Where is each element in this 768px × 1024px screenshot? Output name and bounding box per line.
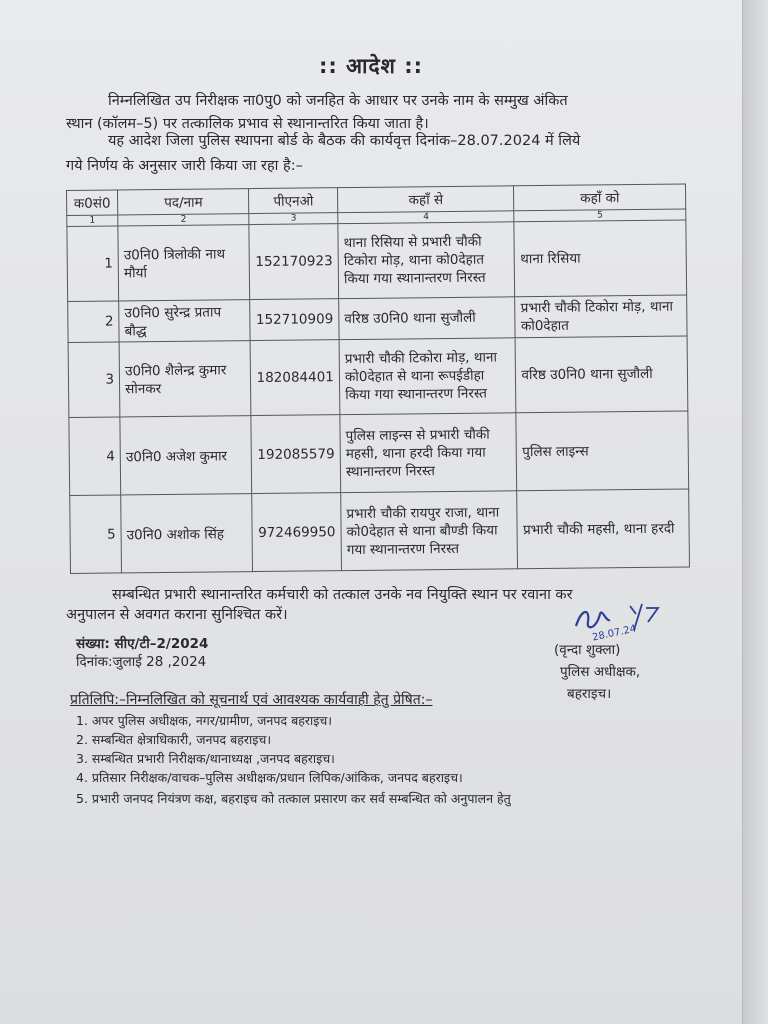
cell-to: प्रभारी चौकी टिकोरा मोड़, थाना को0देहात — [515, 295, 687, 338]
cell-from: प्रभारी चौकी टिकोरा मोड़, थाना को0देहात से थाना रूपईडीहा किया गया स्थानान्तरण निरस्त — [339, 338, 516, 415]
cell-from: थाना रिसिया से प्रभारी चौकी टिकोरा मोड़, थाना को0देहात किया गया स्थानान्तरण निरस्त — [338, 222, 515, 299]
cell-to: प्रभारी चौकी महसी, थाना हरदी — [517, 489, 689, 569]
col-number: 5 — [514, 209, 686, 222]
header-sn: क0सं0 — [67, 190, 118, 216]
col-number: 2 — [118, 214, 249, 226]
cell-pno: 152710909 — [250, 299, 339, 341]
table-row — [69, 411, 689, 495]
copy-to-item: 1. अपर पुलिस अधीक्षक, नगर/ग्रामीण, जनपद बहराइच। — [76, 713, 333, 728]
col-number: 4 — [338, 211, 515, 224]
reference-number: संख्या: सीए/टी–2/2024 — [76, 636, 209, 652]
page-edge — [742, 0, 768, 1024]
cell-sn: 4 — [69, 417, 121, 496]
cell-to: पुलिस लाइन्स — [516, 411, 688, 491]
table-row — [68, 336, 688, 417]
signatory-place: बहराइच। — [567, 686, 612, 702]
cell-sn: 5 — [70, 495, 122, 574]
intro-line-4: गये निर्णय के अनुसार जारी किया जा रहा है:– — [66, 158, 303, 174]
transfer-table — [66, 184, 690, 574]
cell-pno: 182084401 — [251, 340, 340, 416]
signatory-designation: पुलिस अधीक्षक, — [560, 664, 641, 680]
closing-line-1: सम्बन्धित प्रभारी स्थानान्तरित कर्मचारी को तत्काल उनके नव नियुक्ति स्थान पर रवाना कर — [112, 587, 573, 603]
cell-pno: 152170923 — [249, 224, 338, 300]
table-row — [67, 220, 687, 301]
cell-name: उ0नि0 अजेश कुमार — [120, 416, 252, 495]
cell-from: वरिष्ठ उ0नि0 थाना सुजौली — [339, 297, 516, 340]
table-row — [68, 295, 687, 342]
header-to: कहाँ को — [514, 184, 686, 211]
cell-name: उ0नि0 शैलेन्द्र कुमार सोनकर — [119, 341, 251, 417]
cell-sn: 2 — [68, 301, 120, 343]
copy-to-item: 2. सम्बन्धित क्षेत्राधिकारी, जनपद बहराइच। — [76, 732, 272, 747]
cell-name: उ0नि0 त्रिलोकी नाथ मौर्या — [118, 225, 250, 301]
reference-date: दिनांक:जुलाई 28 ,2024 — [76, 654, 207, 670]
cell-to: थाना रिसिया — [514, 220, 686, 297]
order-title: :: आदेश :: — [318, 54, 424, 78]
cell-from: प्रभारी चौकी रायपुर राजा, थाना को0देहात से थाना बौण्डी किया गया स्थानान्तरण निरस्त — [341, 491, 518, 571]
col-number: 3 — [249, 213, 338, 225]
intro-line-2: स्थान (कॉलम–5) पर तत्कालिक प्रभाव से स्थानान्तरित किया जाता है। — [66, 116, 429, 132]
header-from: कहाँ से — [338, 186, 515, 213]
cell-from: पुलिस लाइन्स से प्रभारी चौकी महसी, थाना हरदी किया गया स्थानान्तरण निरस्त — [340, 413, 517, 493]
signatory-name: (वृन्दा शुक्ला) — [554, 642, 621, 658]
copy-to-item: 5. प्रभारी जनपद नियंत्रण कक्ष, बहराइच को तत्काल प्रसारण कर सर्व सम्बन्धित को अनुपालन हेतु — [76, 791, 511, 806]
intro-line-3: यह आदेश जिला पुलिस स्थापना बोर्ड के बैठक की कार्यवृत्त दिनांक–28.07.2024 में लिये — [108, 133, 581, 149]
cell-sn: 3 — [68, 342, 120, 418]
cell-pno: 192085579 — [251, 415, 340, 494]
cell-pno: 972469950 — [252, 493, 341, 572]
header-pno: पीएनओ — [249, 188, 338, 214]
closing-line-2: अनुपालन से अवगत कराना सुनिश्चित करें। — [66, 607, 288, 623]
intro-line-1: निम्नलिखित उप निरीक्षक ना0पु0 को जनहित के आधार पर उनके नाम के सम्मुख अंकित — [108, 93, 568, 109]
cell-name: उ0नि0 अशोक सिंह — [121, 494, 253, 573]
copy-to-item: 4. प्रतिसार निरीक्षक/वाचक–पुलिस अधीक्षक/प्रधान लिपिक/आंकिक, जनपद बहराइच। — [76, 770, 463, 785]
cell-sn: 1 — [67, 226, 119, 302]
copy-to-title: प्रतिलिपि:–निम्नलिखित को सूचनार्थ एवं आवश्यक कार्यवाही हेतु प्रेषित:– — [70, 692, 433, 708]
cell-to: वरिष्ठ उ0नि0 थाना सुजौली — [516, 336, 688, 413]
col-number: 1 — [67, 215, 118, 227]
table-row — [70, 489, 690, 573]
header-name: पद/नाम — [118, 189, 250, 215]
cell-name: उ0नि0 सुरेन्द्र प्रताप बौद्ध — [119, 300, 251, 342]
signature-date: 28.07.24 — [591, 623, 638, 644]
copy-to-item: 3. सम्बन्धित प्रभारी निरीक्षक/थानाध्यक्ष ,जनपद बहराइच। — [76, 751, 335, 766]
